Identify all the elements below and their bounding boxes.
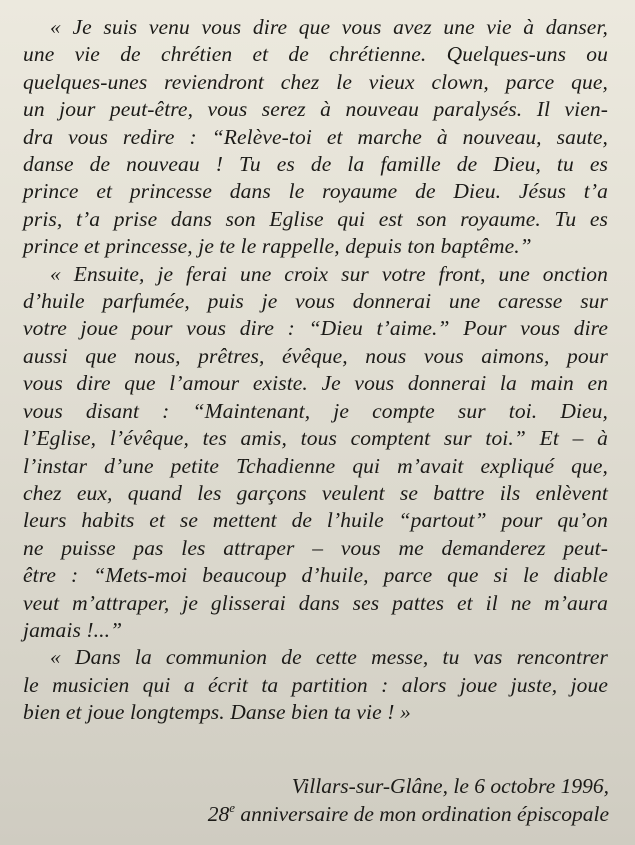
paragraph-1 bbox=[23, 14, 608, 261]
paragraph-3 bbox=[23, 644, 608, 726]
paragraph-2 bbox=[23, 261, 608, 645]
text-line: vous dire que l’amour existe. Je vous donnerai la main en bbox=[23, 371, 608, 396]
text-line: danse de nouveau ! Tu es de la famille de Dieu, tu es bbox=[23, 152, 608, 177]
text-line: prince et princesse dans le royaume de Dieu. Jésus t’a bbox=[23, 179, 608, 204]
text-line: « Je suis venu vous dire que vous avez une vie à danser, bbox=[50, 15, 608, 39]
text-line: « Dans la communion de cette messe, tu vas rencontrer bbox=[50, 645, 608, 670]
text-line: jamais !...” bbox=[23, 617, 123, 642]
text-line: quelques-unes reviendront chez le vieux clown, parce que, bbox=[23, 69, 608, 94]
text-line: chez eux, quand les garçons veulent se battre ils enlèvent bbox=[23, 480, 608, 505]
text-line: d’huile parfumée, puis je vous donnerai une caresse sur bbox=[23, 289, 608, 314]
place-date: Villars-sur-Glâne, le 6 octobre 1996, bbox=[291, 774, 609, 798]
text-line: votre joue pour vous dire : “Dieu t’aime.” Pour vous dire bbox=[23, 316, 608, 341]
text-line: pris, t’a prise dans son Eglise qui est son royaume. Tu es bbox=[23, 206, 608, 231]
text-line: aussi que nous, prêtres, évêque, nous vous aimons, pour bbox=[23, 343, 608, 368]
text-line: veut m’attraper, je glisserai dans ses pattes et il ne m’aura bbox=[23, 590, 608, 615]
ordinal-suffix: e bbox=[229, 800, 235, 815]
main-text bbox=[23, 14, 608, 727]
text-line: le musicien qui a écrit ta partition : alors joue juste, joue bbox=[23, 672, 608, 697]
text-line: vous disant : “Maintenant, je compte sur toi. Dieu, bbox=[23, 398, 608, 423]
anniversary-text: anniversaire de mon ordination épiscopale bbox=[234, 802, 609, 826]
anniversary-number: 28 bbox=[207, 802, 230, 826]
text-line: un jour peut-être, vous serez à nouveau paralysés. Il vien- bbox=[23, 97, 608, 122]
text-line: être : “Mets-moi beaucoup d’huile, parce que si le diable bbox=[23, 563, 608, 588]
signature-block bbox=[208, 772, 609, 828]
text-line: l’Eglise, l’évêque, tes amis, tous comptent sur toi.” Et – à bbox=[23, 426, 608, 451]
text-line: bien et joue longtemps. Danse bien ta vie ! » bbox=[23, 700, 411, 725]
text-line: leurs habits et se mettent de l’huile “partout” pour qu’on bbox=[23, 508, 608, 533]
text-line: prince et princesse, je te le rappelle, depuis ton baptême.” bbox=[23, 234, 532, 259]
text-line: « Ensuite, je ferai une croix sur votre front, une onction bbox=[50, 261, 608, 286]
text-line: l’instar d’une petite Tchadienne qui m’avait expliqué que, bbox=[23, 453, 608, 478]
text-line: une vie de chrétien et de chrétienne. Quelques-uns ou bbox=[23, 42, 608, 67]
text-line: dra vous redire : “Relève-toi et marche à nouveau, saute, bbox=[23, 124, 608, 149]
text-line: ne puisse pas les attraper – vous me demanderez peut- bbox=[23, 535, 608, 560]
anniversary-line bbox=[208, 800, 609, 828]
